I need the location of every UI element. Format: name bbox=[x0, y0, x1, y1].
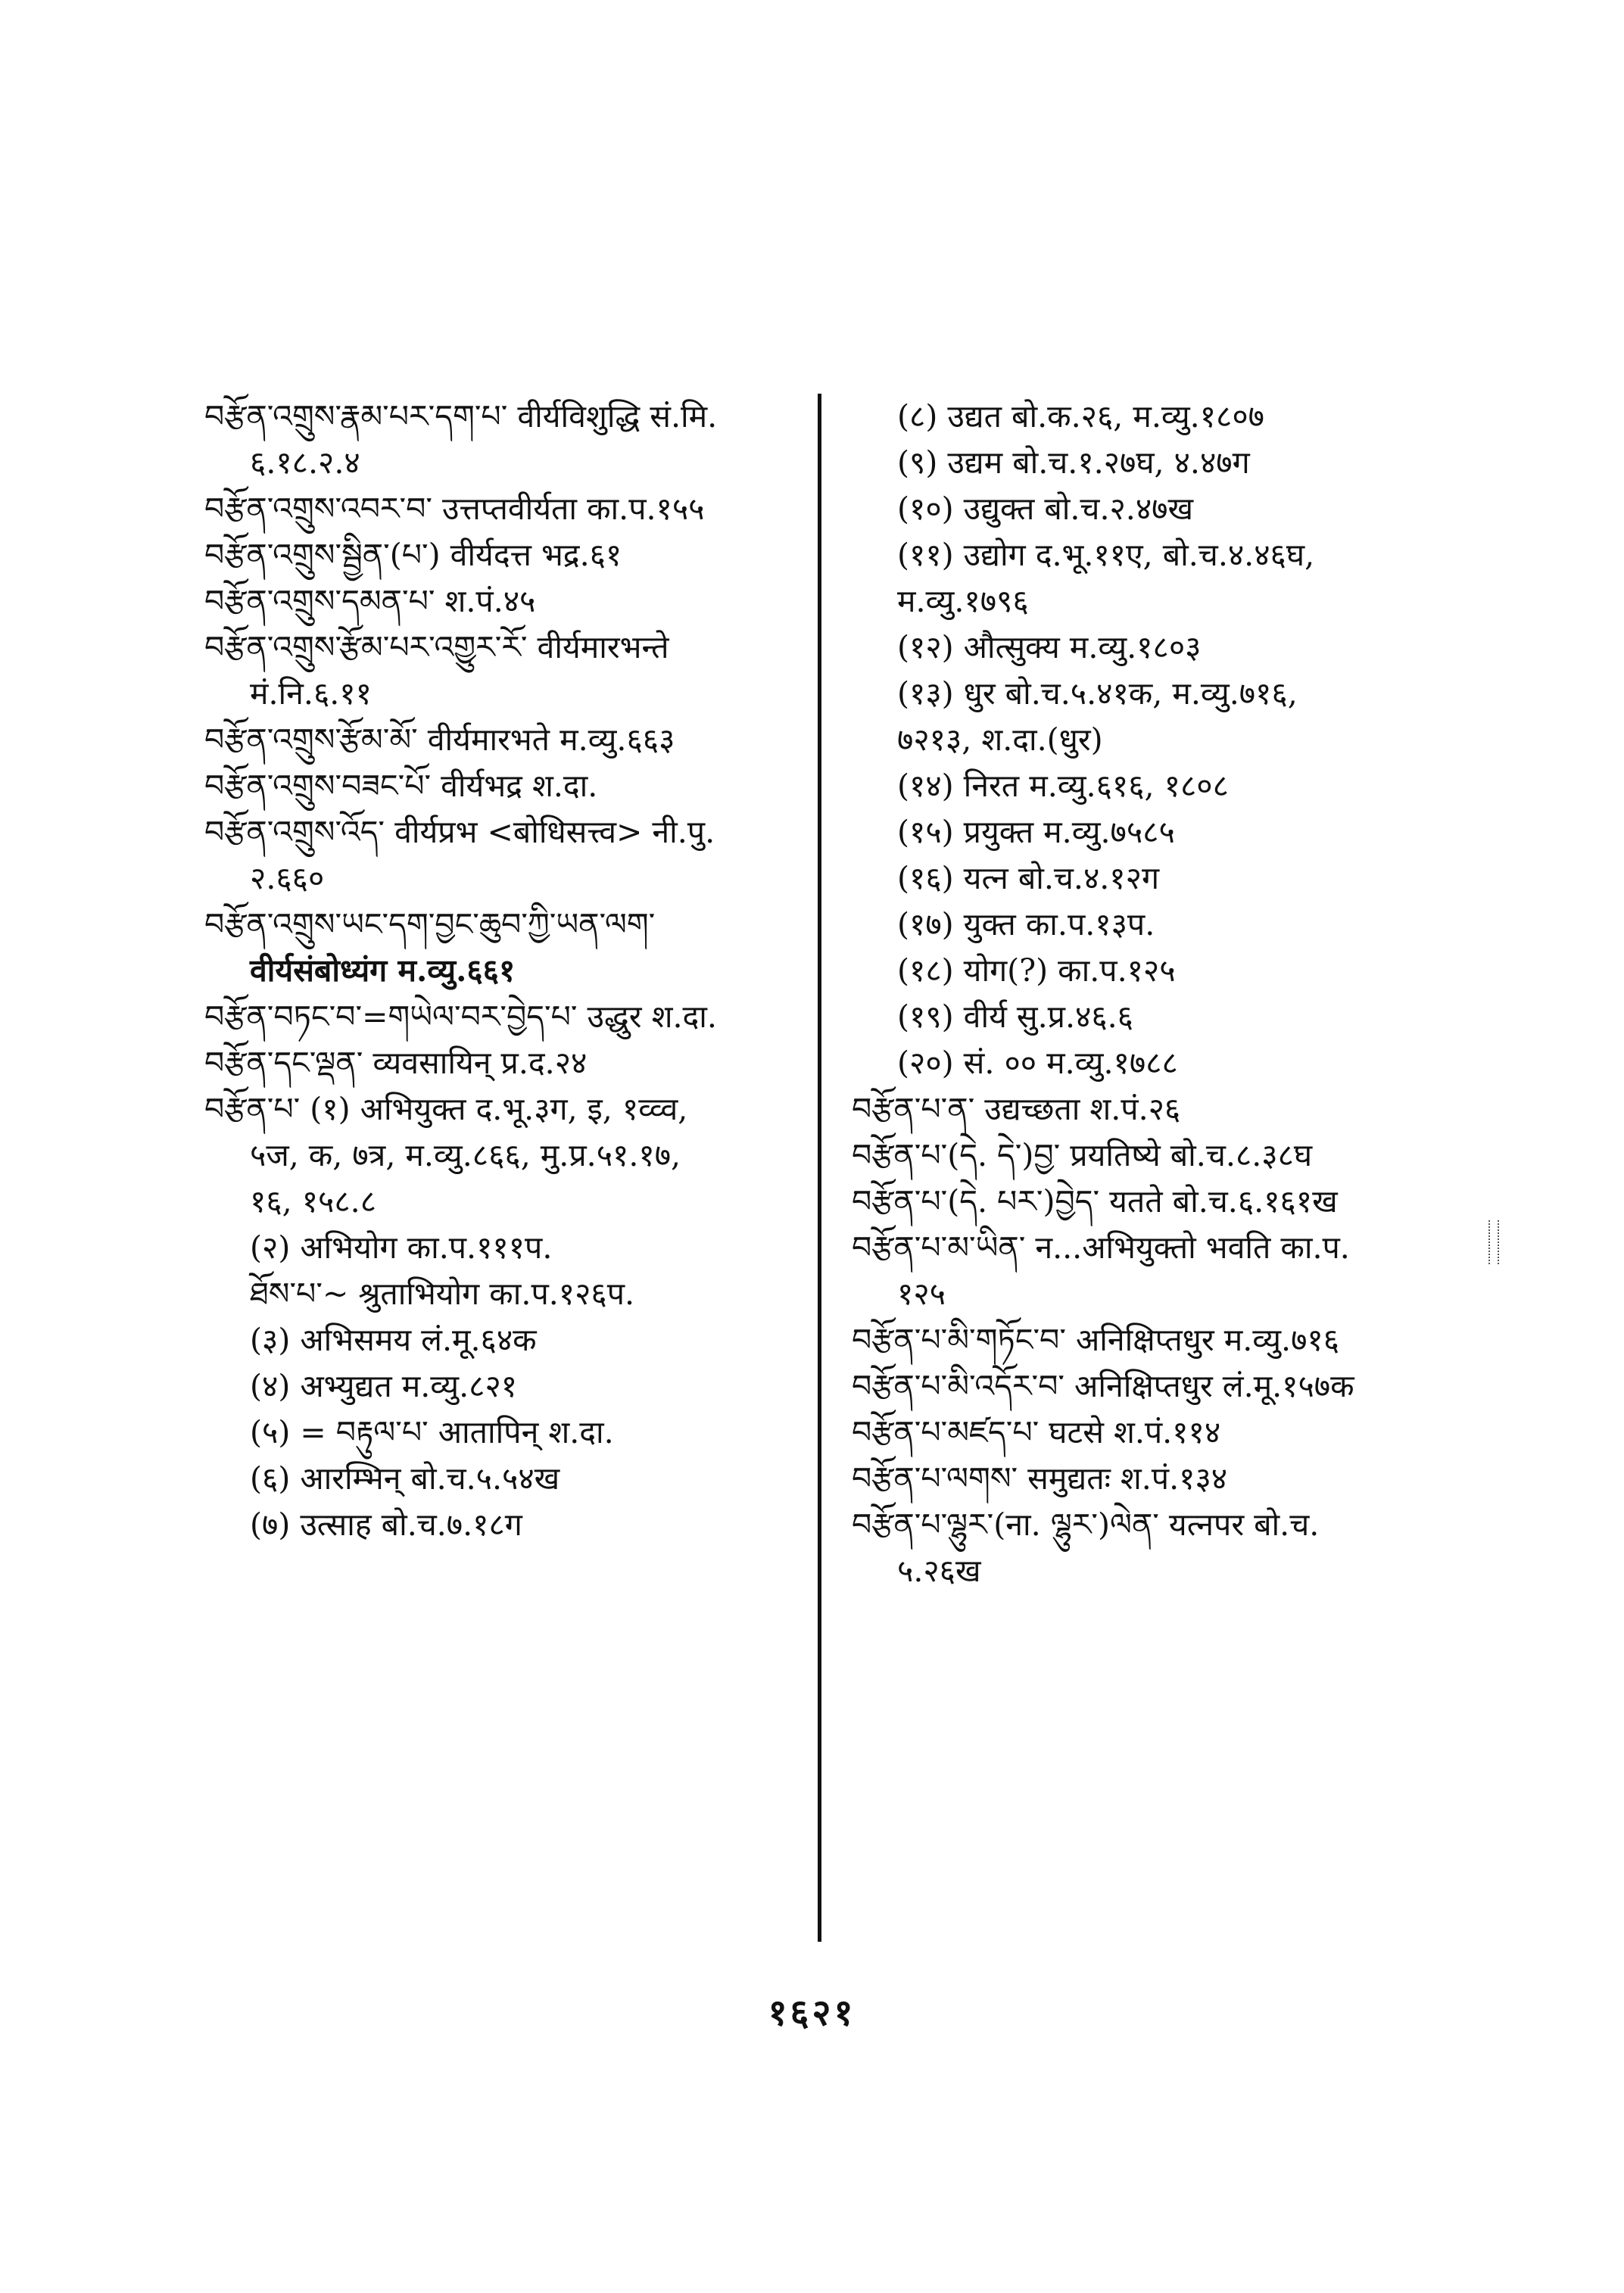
margin-mark bbox=[1488, 1220, 1499, 1264]
entry-line: (१२) औत्सुक्य म.व्यु.१८०३ bbox=[897, 629, 1202, 665]
entry-line: ५ज, क, ७त्र, म.व्यु.८६६, मु.प्र.५१.१७, bbox=[250, 1137, 681, 1173]
entry-line: (३) अभिसमय लं.मू.६४क bbox=[250, 1322, 537, 1358]
right-column bbox=[852, 394, 1473, 1594]
entry-line: (८) उद्यत बो.क.२६, म.व्यु.१८०७ bbox=[897, 398, 1264, 435]
entry-line: ७२१३, श.दा.(धुर) bbox=[897, 721, 1103, 758]
entry-line: (१०) उद्युक्त बो.च.२.४७ख bbox=[897, 491, 1194, 527]
entry-line: (४) अभ्युद्यत म.व्यु.८२१ bbox=[250, 1368, 518, 1404]
entry-line: བརྩོན་འགྲུས་འོད་ वीर्यप्रभ <बोधिसत्त्व> नी.पु. bbox=[204, 814, 715, 850]
entry-line: (७) उत्साह बो.च.७.१८ग bbox=[250, 1506, 522, 1543]
entry-line: བརྩོན་དང་ལྡན་ व्यवसायिन् प्र.द.२४ bbox=[204, 1045, 588, 1081]
entry-line: २.६६० bbox=[250, 860, 325, 896]
entry-line: ६.१८.२.४ bbox=[250, 444, 360, 481]
entry-line: (१६) यत्न बो.च.४.१२ग bbox=[897, 860, 1160, 896]
entry-line: (६) आरम्भिन् बो.च.५.५४ख bbox=[250, 1460, 560, 1497]
entry-line: (१३) धुर बो.च.५.४१क, म.व्यु.७१६, bbox=[897, 675, 1298, 712]
entry-line: (५) = བརྟུལ་པ་ आतापिन् श.दा. bbox=[250, 1414, 614, 1450]
entry-line: བརྩོན་པ་(དེ. པར་)བྱེད་ यतते बो.च.६.१६१ख bbox=[852, 1183, 1338, 1220]
entry-line: १२५ bbox=[897, 1276, 946, 1312]
entry-line: ཐོས་པ་~ श्रुताभियोग का.प.१२६प. bbox=[250, 1276, 635, 1312]
entry-line: བརྩོན་པ་ (१) अभियुक्त द.भू.३ग, इ, १व्व्व, bbox=[204, 1091, 688, 1127]
column-divider bbox=[818, 394, 821, 1942]
entry-line: (१९) वीर्य सु.प्र.४६.६ bbox=[897, 999, 1133, 1035]
entry-line: (२) अभियोग का.प.१११प. bbox=[250, 1229, 553, 1266]
entry-line: བརྩོན་པ་(དེ. དེ་)བྱ་ प्रयतिष्ये बो.च.८.३८घ bbox=[852, 1137, 1313, 1173]
entry-line: (१५) प्रयुक्त म.व्यु.७५८५ bbox=[897, 814, 1175, 850]
entry-line: मं.नि.६.११ bbox=[250, 675, 372, 712]
entry-line: བརྩོན་འགྲུས་འབར་བ་ उत्तप्तवीर्यता का.प.१५५ bbox=[204, 491, 705, 527]
entry-line: བརྩོན་པ་མ་ཡིན་ न...अभियुक्तो भवति का.प. bbox=[852, 1229, 1350, 1266]
entry-line: བརྩོན་པ་ལགས་ समुद्यतः श.पं.१३४ bbox=[852, 1460, 1228, 1497]
entry-line: བརྩོན་འགྲུས་དམན་པ་ श.पं.४५ bbox=[204, 583, 536, 619]
entry-line: བརྩོན་བཏང་བ་=གཡེལ་བར་བྱེད་པ་ उद्धुर श.दा. bbox=[204, 999, 717, 1035]
entry-line: བརྩོན་འགྲུས་རྩོམ་མོ་ वीर्यमारभते म.व्यु.६६३ bbox=[204, 721, 675, 758]
entry-line: (११) उद्योग द.भू.११ए, बो.च.४.४६घ, bbox=[897, 537, 1315, 573]
entry-line: (२०) सं. ०० म.व्यु.१७८८ bbox=[897, 1045, 1178, 1081]
page-number: १६२१ bbox=[768, 1992, 856, 2034]
entry-line: བརྩོན་པ་མཛད་པ་ घटसे श.पं.११४ bbox=[852, 1414, 1221, 1450]
entry-line: བརྩོན་པ་ན་ उद्यच्छता श.पं.२६ bbox=[852, 1091, 1181, 1127]
entry-line: བརྩོན་འགྲུས་ཡང་དག་བྱང་ཆུབ་ཀྱི་ཡན་ལག་ bbox=[204, 906, 656, 942]
entry-line: म.व्यु.१७९६ bbox=[897, 583, 1029, 619]
entry-line: བརྩོན་པ་མི་འདོར་བ་ अनिक्षिप्तधुर लं.मू.१५७क bbox=[852, 1368, 1354, 1404]
entry-line: (१८) योग(?) का.प.१२५ bbox=[897, 952, 1176, 989]
entry-line: བརྩོན་འགྲུས་སྦྱིན་(པ་) वीर्यदत्त भद्र.६१ bbox=[204, 537, 622, 573]
entry-line: བརྩོན་འགྲུས་རྩོམ་པར་འགྱུར་རོ་ वीर्यमारभन्ते bbox=[204, 629, 669, 665]
entry-line: (१७) युक्त का.प.१३प. bbox=[897, 906, 1155, 942]
entry-line: ५.२६ख bbox=[897, 1553, 981, 1589]
entry-line: (१४) निरत म.व्यु.६१६, १८०८ bbox=[897, 768, 1229, 804]
entry-line: བརྩོན་པ་ལྷུར་(ना. ལྷུར་)ལེན་ यत्नपर बो.च. bbox=[852, 1506, 1320, 1543]
left-column bbox=[204, 394, 803, 1548]
entry-line: བརྩོན་འགྲུས་བཟང་པོ་ वीर्यभद्र श.दा. bbox=[204, 768, 598, 804]
entry-line: वीर्यसंबोध्यंग म.व्यु.६६१ bbox=[250, 952, 516, 989]
entry-line: བརྩོན་འགྲུས་རྣམ་པར་དག་པ་ वीर्यविशुद्धि सं.मि. bbox=[204, 398, 718, 435]
entry-line: བརྩོན་པ་མི་གཏོང་བ་ अनिक्षिप्तधुर म.व्यु.७१६ bbox=[852, 1322, 1340, 1358]
entry-line: (९) उद्यम बो.च.१.२७घ, ४.४७ग bbox=[897, 444, 1250, 481]
entry-line: १६, १५८.८ bbox=[250, 1183, 377, 1220]
